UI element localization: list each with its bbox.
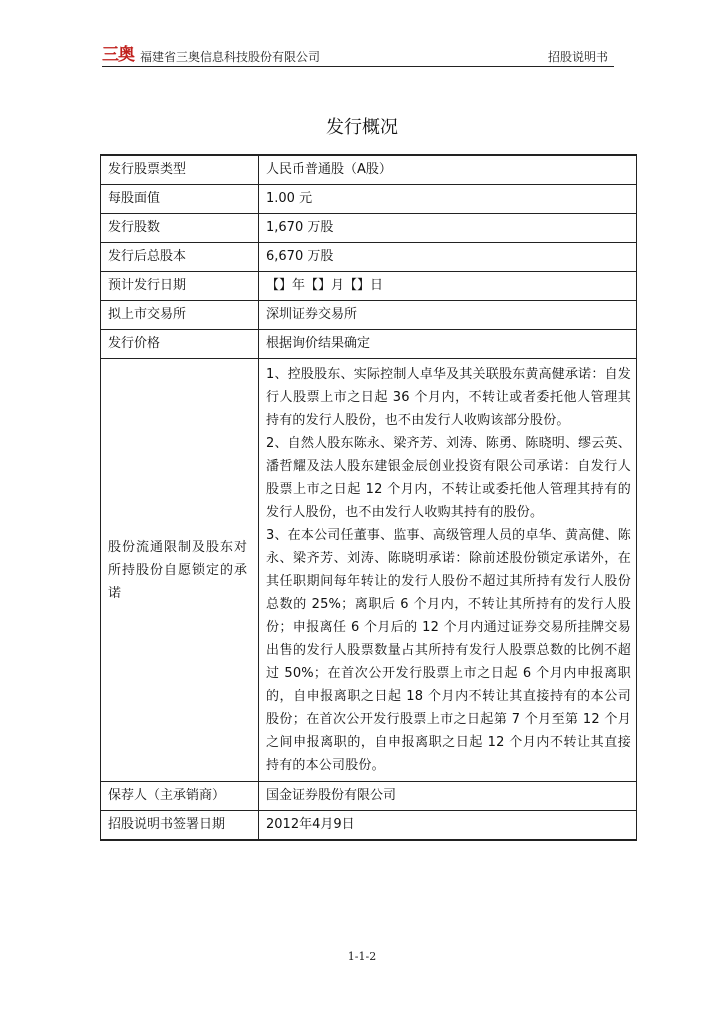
row-label: 拟上市交易所 [101,301,259,330]
table-row [101,243,637,272]
row-value: 人民币普通股（A股） [259,155,637,185]
row-value: 国金证券股份有限公司 [259,782,637,811]
document-type: 招股说明书 [547,50,608,64]
row-value: 深圳证券交易所 [259,301,637,330]
row-label: 发行价格 [101,330,259,359]
lockup-row [101,359,637,782]
row-value: 1,670 万股 [259,214,637,243]
sign-date-row [101,811,637,841]
table-row [101,272,637,301]
lockup-paragraph-2: 2、自然人股东陈永、梁齐芳、刘涛、陈勇、陈晓明、缪云英、潘哲耀及法人股东建银金辰创业投资有限公司承诺：自发行人股票上市之日起 12 个月内，不转让或委托他人管理其持有的发行人股份，也不由发行人收购其持有的股份。 [266,436,631,520]
header-divider [102,66,614,67]
company-name: 福建省三奥信息科技股份有限公司 [140,50,321,64]
lockup-commitments [259,359,637,782]
page-header [102,44,614,68]
company-logo: 三奥 [102,45,134,65]
lockup-paragraph-3: 3、在本公司任董事、监事、高级管理人员的卓华、黄高健、陈永、梁齐芳、刘涛、陈晓明承诺：除前述股份锁定承诺外，在其任职期间每年转让的发行人股份不超过其所持有发行人股份总数的 25%；离职后 6 个月内，不转让其所持有的发行人股份；申报离任 6 个月后的 12 个月内通过证券交易所挂牌交易出售的发行人股票数量占其所持有发行人股票总数的比例不超过 50%；在首次公开发行股票上市之日起 6 个月内申报离职的，自申报离职之日起 18 个月内不转让其直接持有的本公司股份；在首次公开发行股票上市之日起第 7 个月至第 12 个月之间申报离职的，自申报离职之日起 12 个月内不转让其直接持有的本公司股份。 [266,528,631,773]
row-value: 【】年【】月【】日 [259,272,637,301]
row-value: 6,670 万股 [259,243,637,272]
sponsor-row [101,782,637,811]
table-row [101,301,637,330]
table-row [101,330,637,359]
row-label: 发行股票类型 [101,155,259,185]
lockup-label: 股份流通限制及股东对所持股份自愿锁定的承诺 [101,359,259,782]
lockup-paragraph-1: 1、控股股东、实际控制人卓华及其关联股东黄高健承诺：自发行人股票上市之日起 36 个月内，不转让或者委托他人管理其持有的发行人股份，也不由发行人收购该部分股份。 [266,367,631,428]
page-title: 发行概况 [326,117,398,139]
issuance-overview-table [100,154,637,841]
row-label: 发行股数 [101,214,259,243]
row-label: 预计发行日期 [101,272,259,301]
row-label: 每股面值 [101,185,259,214]
table-row [101,185,637,214]
row-label: 保荐人（主承销商） [101,782,259,811]
row-value: 2012年4月9日 [259,811,637,841]
row-label: 发行后总股本 [101,243,259,272]
row-value: 1.00 元 [259,185,637,214]
table-row [101,155,637,185]
page-number: 1-1-2 [347,950,377,963]
row-value: 根据询价结果确定 [259,330,637,359]
row-label: 招股说明书签署日期 [101,811,259,841]
table-row [101,214,637,243]
